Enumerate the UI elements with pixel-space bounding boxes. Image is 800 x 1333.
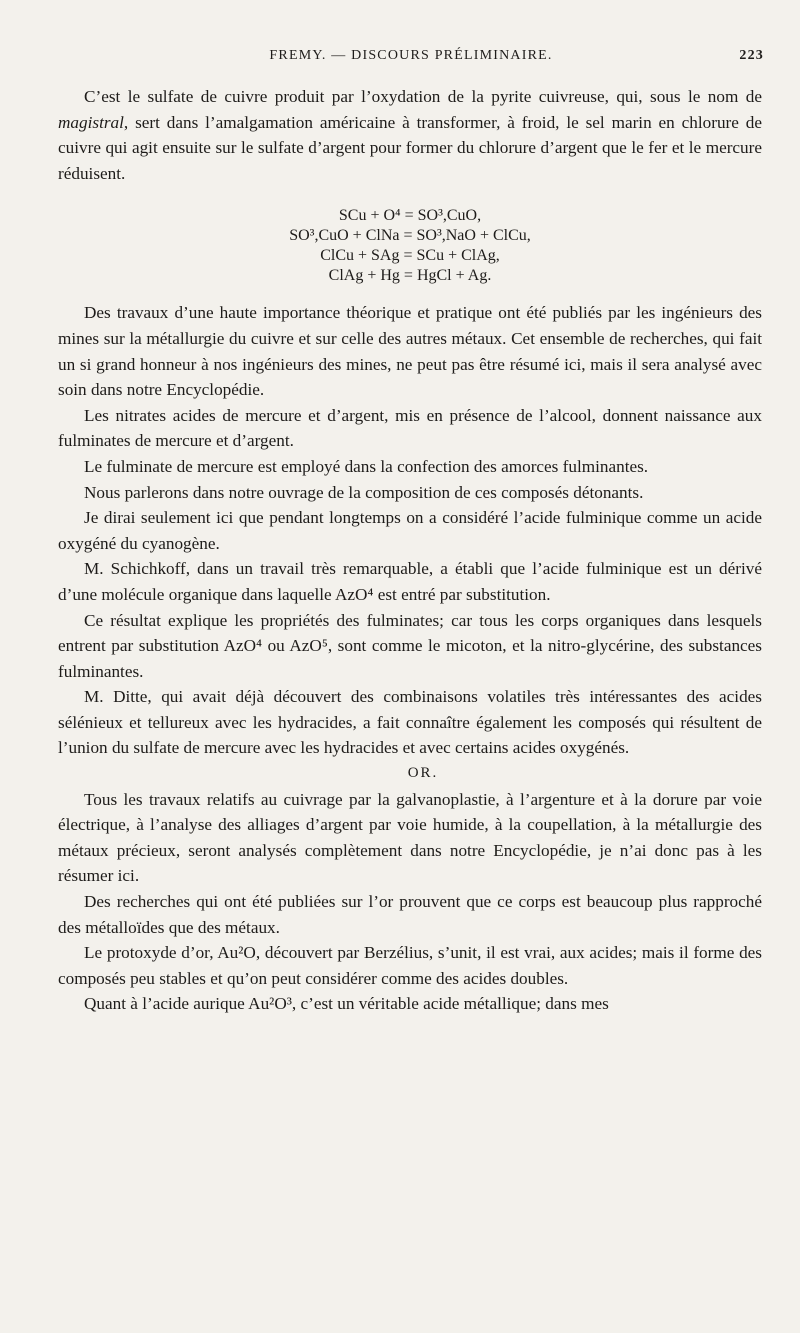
page-header: [58, 48, 764, 70]
paragraph: Des travaux d’une haute importance théorique et pratique ont été publiés par les ingénieurs des mines sur la métallurgie du cuivre et sur celle des autres métaux. Cet ensemble de recherches, qui fait un si grand honneur à nos ingénieurs des mines, ne peut pas être résumé ici, mais il sera analysé avec soin dans notre Encyclopédie.: [58, 303, 762, 400]
paragraph: Le protoxyde d’or, Au²O, découvert par Berzélius, s’unit, il est vrai, aux acides; mais il forme des composés peu stables et qu’on peut considérer comme des acides doubles.: [58, 943, 762, 988]
paragraph: Ce résultat explique les propriétés des fulminates; car tous les corps organiques dans lesquels entrent par substitution AzO⁴ ou AzO⁵, sont comme le micoton, et la nitro-glycérine, des substances fulminantes.: [58, 610, 762, 681]
paragraph-text: , sert dans l’amalgamation américaine à transformer, à froid, le sel marin en chlorure de cuivre qui agit ensuite sur le sulfate d’argent pour former du chlorure d’argent que le fer et le mercure réduisent.: [58, 112, 762, 183]
paragraph: Le fulminate de mercure est employé dans la confection des amorces fulminantes.: [84, 456, 649, 476]
equation-line: ClAg + Hg = HgCl + Ag.: [328, 267, 492, 285]
paragraph: M. Schichkoff, dans un travail très remarquable, a établi que l’acide fulminique est un dérivé d’une molécule organique dans laquelle AzO⁴ est entré par substitution.: [58, 559, 762, 604]
italic-term: magistral: [58, 112, 124, 132]
section-heading: OR.: [407, 765, 439, 782]
paragraph: M. Ditte, qui avait déjà découvert des combinaisons volatiles très intéressantes des acides sélénieux et tellureux avec les hydracides, a fait connaître également les composés qui résultent de l’union du sulfate de mercure avec les hydracides et avec certains acides oxygénés.: [58, 687, 762, 758]
paragraph: Quant à l’acide aurique Au²O³, c’est un véritable acide métallique; dans mes: [84, 994, 609, 1014]
paragraph: Je dirai seulement ici que pendant longtemps on a considéré l’acide fulminique comme un acide oxygéné du cyanogène.: [58, 508, 762, 553]
equation-line: ClCu + SAg = SCu + ClAg,: [320, 247, 500, 265]
paragraph: Tous les travaux relatifs au cuivrage par la galvanoplastie, à l’argenture et à la dorure par voie électrique, à l’analyse des alliages d’argent par voie humide, à la coupellation, à la métallurgie des métaux précieux, seront analysés complètement dans notre Encyclopédie, je n’ai donc pas à les résumer ici.: [58, 789, 762, 886]
paragraph: Nous parlerons dans notre ouvrage de la composition de ces composés détonants.: [84, 482, 644, 502]
paragraph: Des recherches qui ont été publiées sur l’or prouvent que ce corps est beaucoup plus rapproché des métalloïdes que des métaux.: [58, 892, 762, 937]
equation-line: SCu + O⁴ = SO³,CuO,: [338, 207, 482, 225]
page-number: 223: [739, 48, 764, 63]
equation-line: SO³,CuO + ClNa = SO³,NaO + ClCu,: [289, 227, 531, 245]
running-title: FREMY. — DISCOURS PRÉLIMINAIRE.: [269, 48, 553, 63]
paragraph: [58, 84, 762, 186]
paragraph: Les nitrates acides de mercure et d’argent, mis en présence de l’alcool, donnent naissance aux fulminates de mercure et d’argent.: [58, 405, 762, 451]
chemical-equations: [58, 206, 762, 286]
paragraph-text: C’est le sulfate de cuivre produit par l’oxydation de la pyrite cuivreuse, qui, sous le nom de: [84, 87, 762, 106]
page-body: [58, 84, 762, 1017]
